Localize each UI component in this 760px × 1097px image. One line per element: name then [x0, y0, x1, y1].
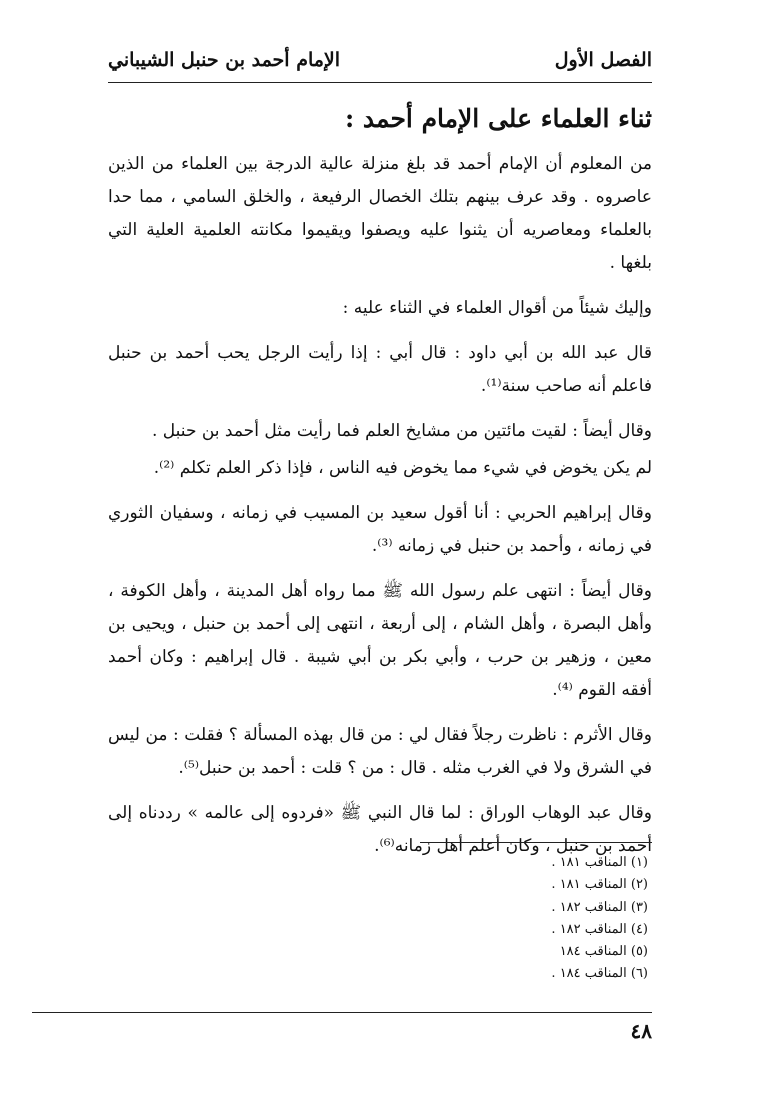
footnote: (٤) المناقب ١٨٢ .	[551, 921, 648, 937]
paragraph: من المعلوم أن الإمام أحمد قد بلغ منزلة عالية الدرجة بين العلماء من الذين عاصروه . وقد عرف بينهم بتلك الخصال الرفيعة ، والخلق السامي ، مما حدا بالعلماء ومعاصريه أن يثنوا عليه ويصفوا ويقيموا مكانته العلمية العلية التي بلغها .	[108, 154, 652, 273]
footnote: (٥) المناقب ١٨٤	[559, 944, 648, 960]
paragraph: لم يكن يخوض في شيء مما يخوض فيه الناس ، فإذا ذكر العلم تكلم ⁽²⁾.	[153, 458, 652, 478]
footnote: (٣) المناقب ١٨٢ .	[551, 899, 648, 915]
paragraph: وقال عبد الوهاب الوراق : لما قال النبي ﷺ «فردوه إلى عالمه » رددناه إلى أحمد بن حنبل ، وكان أعلم أهل زمانه⁽⁶⁾.	[108, 803, 652, 856]
page-number: ٤٨	[32, 1012, 652, 1043]
section-title: ثناء العلماء على الإمام أحمد :	[344, 104, 652, 133]
paragraph: وإليك شيئاً من أقوال العلماء في الثناء عليه :	[342, 298, 652, 318]
running-header	[108, 38, 652, 83]
footnote: (٢) المناقب ١٨١ .	[551, 877, 648, 893]
footnote: (٦) المناقب ١٨٤ .	[551, 966, 648, 982]
paragraph: وقال أيضاً : لقيت مائتين من مشايخ العلم فما رأيت مثل أحمد بن حنبل .	[152, 421, 652, 441]
header-chapter: الفصل الأول	[554, 49, 652, 71]
footnote-divider	[420, 842, 652, 843]
body-text	[108, 148, 652, 875]
paragraph: وقال أيضاً : انتهى علم رسول الله ﷺ مما رواه أهل المدينة ، وأهل الكوفة ، وأهل البصرة ، وأهل الشام ، إلى أربعة ، انتهى إلى أحمد بن حنبل ، ويحيى بن معين ، وزهير بن حرب ، وأبي بكر بن أبي شيبة . قال إبراهيم : وكان أحمد أفقه القوم ⁽⁴⁾.	[108, 581, 652, 700]
header-book-title: الإمام أحمد بن حنبل الشيباني	[108, 49, 341, 71]
paragraph: قال عبد الله بن أبي داود : قال أبي : إذا رأيت الرجل يحب أحمد بن حنبل فاعلم أنه صاحب سنة⁽¹⁾.	[108, 343, 652, 396]
footnote: (١) المناقب ١٨١ .	[551, 855, 648, 870]
paragraph: وقال الأثرم : ناظرت رجلاً فقال لي : من قال بهذه المسألة ؟ فقلت : من ليس في الشرق ولا في الغرب مثله . قال : من ؟ قلت : أحمد بن حنبل⁽⁵⁾.	[108, 725, 652, 778]
paragraph: وقال إبراهيم الحربي : أنا أقول سعيد بن المسيب في زمانه ، وسفيان الثوري في زمانه ، وأحمد بن حنبل في زمانه ⁽³⁾.	[108, 503, 652, 556]
footnotes	[388, 852, 648, 986]
